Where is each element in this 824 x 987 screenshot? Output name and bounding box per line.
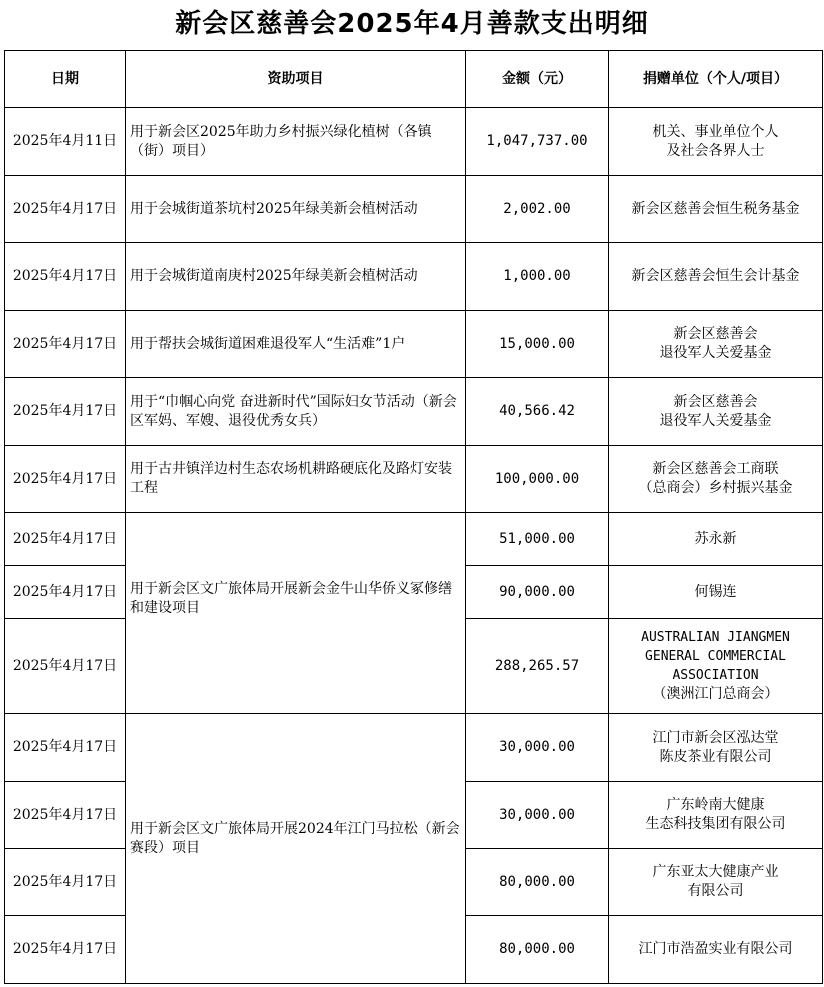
donor-line: ASSOCIATION (672, 668, 759, 683)
table-row (5, 378, 823, 446)
amount-cell: 1,000.00 (466, 243, 609, 311)
donor-line: GENERAL COMMERCIAL (645, 649, 786, 664)
date-cell: 2025年4月17日 (5, 311, 126, 378)
date-cell: 2025年4月17日 (5, 378, 126, 446)
header-amount: 金额（元） (466, 51, 609, 108)
amount-cell: 40,566.42 (466, 378, 609, 446)
donor-cell (609, 916, 823, 984)
donor-line: 陈皮茶业有限公司 (659, 748, 772, 765)
table-row (5, 311, 823, 378)
amount-cell: 30,000.00 (466, 714, 609, 782)
project-text: 用于新会区文广旅体局开展新会金牛山华侨义冢修缮和建设项目 (130, 581, 452, 616)
donor-line: 江门市浩盈实业有限公司 (638, 941, 793, 957)
date-cell: 2025年4月17日 (5, 714, 126, 782)
date-cell: 2025年4月17日 (5, 446, 126, 513)
donor-line: 退役军人关爱基金 (659, 345, 772, 361)
donor-cell (609, 513, 823, 566)
amount-cell: 2,002.00 (466, 176, 609, 243)
date-cell: 2025年4月17日 (5, 513, 126, 566)
project-cell: 用于会城街道茶坑村2025年绿美新会植树活动 (126, 176, 466, 243)
donor-line: 新会区慈善会恒生会计基金 (631, 268, 800, 284)
donor-cell (609, 714, 823, 782)
amount-cell: 51,000.00 (466, 513, 609, 566)
table-row (5, 714, 823, 782)
donor-line: 何锡连 (694, 583, 737, 600)
date-cell: 2025年4月17日 (5, 619, 126, 714)
table-row (5, 446, 823, 513)
header-donor: 捐赠单位（个人/项目） (609, 51, 823, 108)
project-cell-merged (126, 513, 466, 714)
amount-cell: 30,000.00 (466, 782, 609, 849)
amount-cell: 80,000.00 (466, 849, 609, 916)
amount-cell: 90,000.00 (466, 566, 609, 619)
project-cell: 用于帮扶会城街道困难退役军人“生活难”1户 (126, 311, 466, 378)
donor-line: 苏永新 (694, 530, 737, 547)
amount-cell: 80,000.00 (466, 916, 609, 984)
donor-line: 广东岭南大健康 (666, 797, 765, 813)
amount-cell: 100,000.00 (466, 446, 609, 513)
date-cell: 2025年4月17日 (5, 782, 126, 849)
donor-cell (609, 311, 823, 378)
donor-line: （总商会）乡村振兴基金 (638, 480, 793, 496)
donor-cell (609, 243, 823, 311)
project-cell: 用于“巾帼心向党 奋进新时代”国际妇女节活动（新会区军妈、军嫂、退役优秀女兵） (126, 378, 466, 446)
date-cell: 2025年4月11日 (5, 108, 126, 176)
donor-line: 机关、事业单位个人 (652, 123, 779, 140)
header-project: 资助项目 (126, 51, 466, 108)
table-row (5, 243, 823, 311)
table-row (5, 108, 823, 176)
date-cell: 2025年4月17日 (5, 176, 126, 243)
donor-cell (609, 378, 823, 446)
donor-cell (609, 566, 823, 619)
table-row (5, 513, 823, 566)
project-cell-merged (126, 714, 466, 984)
donor-line: 新会区慈善会 (673, 393, 758, 410)
donor-line: 退役军人关爱基金 (659, 412, 772, 429)
date-cell: 2025年4月17日 (5, 566, 126, 619)
amount-cell: 1,047,737.00 (466, 108, 609, 176)
donor-cell (609, 176, 823, 243)
donor-cell (609, 446, 823, 513)
donor-cell (609, 619, 823, 714)
page-title: 新会区慈善会2025年4月善款支出明细 (175, 9, 649, 39)
project-cell: 用于古井镇洋边村生态农场机耕路硬底化及路灯安装工程 (126, 446, 466, 513)
header-date: 日期 (5, 51, 126, 108)
header-row (5, 51, 823, 108)
donor-line: 新会区慈善会恒生税务基金 (631, 200, 800, 217)
amount-cell: 288,265.57 (466, 619, 609, 714)
donor-cell (609, 849, 823, 916)
donor-line: 及社会各界人士 (666, 142, 765, 159)
expenditure-table (4, 50, 823, 984)
project-cell: 用于新会区2025年助力乡村振兴绿化植树（各镇（街）项目） (126, 108, 466, 176)
project-cell: 用于会城街道南庚村2025年绿美新会植树活动 (126, 243, 466, 311)
project-text: 用于新会区文广旅体局开展2024年江门马拉松（新会赛段）项目 (130, 820, 460, 856)
donor-line: 江门市新会区泓达堂 (652, 729, 779, 746)
donor-line: 广东亚太大健康产业 (652, 864, 779, 880)
table-row (5, 176, 823, 243)
donor-line: 有限公司 (687, 883, 744, 899)
donor-cell (609, 782, 823, 849)
donor-cell (609, 108, 823, 176)
donor-line: 生态科技集团有限公司 (645, 816, 786, 832)
date-cell: 2025年4月17日 (5, 243, 126, 311)
date-cell: 2025年4月17日 (5, 849, 126, 916)
donor-line: 新会区慈善会 (673, 326, 758, 342)
amount-cell: 15,000.00 (466, 311, 609, 378)
donor-line: （澳洲江门总商会） (652, 686, 779, 702)
date-cell: 2025年4月17日 (5, 916, 126, 984)
donor-line: AUSTRALIAN JIANGMEN (641, 630, 790, 645)
donor-line: 新会区慈善会工商联 (652, 461, 779, 477)
